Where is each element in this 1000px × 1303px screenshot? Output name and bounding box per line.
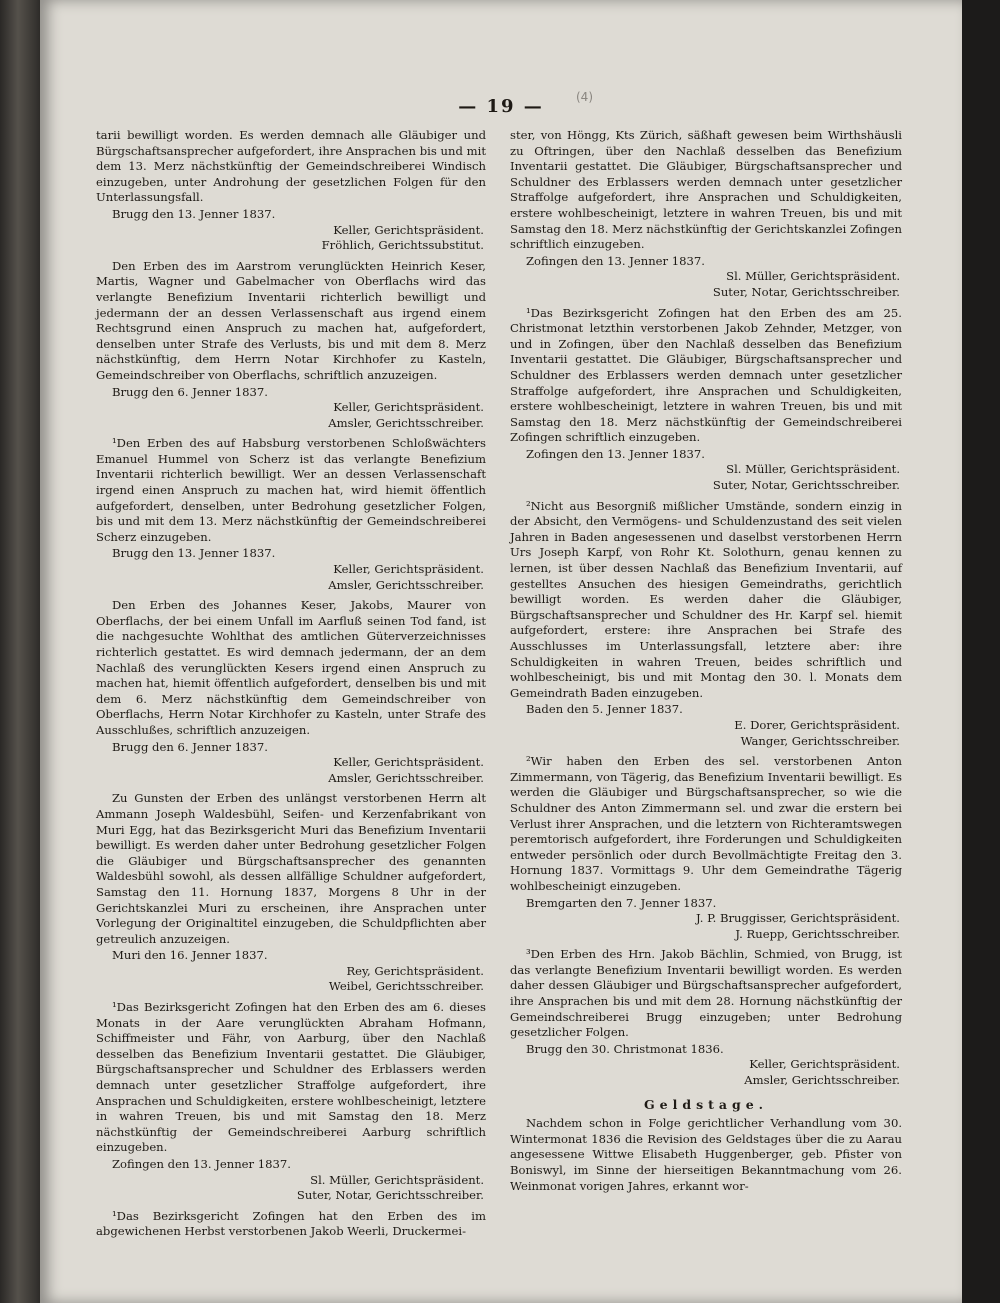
notice-entry [510, 306, 902, 494]
notice-text: ¹Das Bezirksgericht Zofingen hat den Erben des im abgewichenen Herbst verstorbenen Jakob Weerli, Druckermei- [96, 1208, 486, 1239]
notice-signature: E. Dorer, Gerichtspräsident. [734, 717, 900, 732]
section-text: Nachdem schon in Folge gerichtlicher Verhandlung vom 30. Wintermonat 1836 die Revision des Geldstages über die zu Aarau angesessene Wittwe Elisabeth Huggenberger, geb. Pfister von Boniswyl, im Sinne der hierseitigen Bekanntmachung vom 26. Weinmonat vorigen Jahres, erkannt wor- [510, 1116, 902, 1193]
notice-text: Den Erben des im Aarstrom verunglückten Heinrich Keser, Martis, Wagner und Gabelmacher von Oberflachs wird das verlangte Benefizium Inventarii richterlich bewilligt und jedermann der an dessen Verlassenschaft aus irgend einem Rechtsgrund einen Anspruch zu machen hat, aufgefordert, denselben unter Strafe des Verlusts, bis und mit dem 8. Merz nächstkünftig, dem Herrn Notar Kirchhofer zu Kasteln, Gemeindschreiber von Oberflachs, schriftlich anzuzeigen. [96, 258, 486, 382]
notice-text: tarii bewilligt worden. Es werden demnach alle Gläubiger und Bürgschaftsansprecher aufgefordert, ihre Ansprachen bis und mit dem 13. Merz nächstkünftig der Gemeindschreiberei Windisch einzugeben, unter Androhung der gesetzlichen Folgen für den Unterlassungsfall. [96, 128, 486, 205]
notice-dateline: Zofingen den 13. Jenner 1837. [526, 446, 705, 461]
notice-signature: Keller, Gerichtspräsident. [333, 755, 484, 770]
notice-dateline: Muri den 16. Jenner 1837. [112, 948, 268, 963]
notice-dateline: Zofingen den 13. Jenner 1837. [526, 253, 705, 268]
notice-text: Den Erben des Johannes Keser, Jakobs, Maurer von Oberflachs, der bei einem Unfall im Aarfluß seinen Tod fand, ist die nachgesuchte Wohlthat des amtlichen Güterverzeichnisses richterlich gestattet. Es wird demnach jedermann, der an dem Nachlaß des verunglückten Kesers irgend einen Anspruch zu machen hat, hiemit öffentlich aufgefordert, denselben bis und mit dem 6. Merz nächstkünftig dem Gemeindschreiber von Oberflachs, Herrn Notar Kirchhofer zu Kasteln, unter Strafe des Ausschlußes, schriftlich anzuzeigen. [96, 598, 486, 737]
notice-entry [510, 947, 902, 1088]
notice-signature: Weibel, Gerichtsschreiber. [328, 979, 484, 994]
notice-entry [96, 1209, 486, 1240]
notice-text: ²Nicht aus Besorgniß mißlicher Umstände, sondern einzig in der Absicht, den Vermögens- und Schuldenzustand des seit vielen Jahren in Baden angesessenen und daselbst verstorbenen Herrn Urs Joseph Karpf, von Rohr Kt. Solothurn, genau kennen zu lernen, ist über dessen Nachlaß das Benefizium Inventarii, auf gestelltes Ansuchen des hiesigen Gemeindraths, gerichtlich bewilligt worden. Es werden daher die Gläubiger, Bürgschaftsansprecher und Schuldner des Hr. Karpf sel. hiemit aufgefordert, erstere: ihre Ansprachen bei Strafe des Ausschlusses im Unterlassungsfall, letztere aber: ihre Schuldigkeiten in wahren Treuen, beides schriftlich und wohlbescheinigt, bis und mit Montag den 30. l. Monats dem Gemeindrath Baden einzugeben. [510, 498, 902, 700]
newspaper-page [40, 0, 962, 1303]
notice-signature: Keller, Gerichtspräsident. [749, 1057, 900, 1072]
notice-text: Zu Gunsten der Erben des unlängst verstorbenen Herrn alt Ammann Joseph Waldesbühl, Seifen- und Kerzenfabrikant von Muri Egg, hat das Bezirksgericht Muri das Benefizium Inventarii bewilligt. Es werden daher unter Bedrohung gesetzlicher Folgen die Gläubiger und Bürgschaftsansprecher des genannten Waldesbühl sowohl, als dessen allfällige Schuldner aufgefordert, Samstag den 11. Hornung 1837, Morgens 8 Uhr in der Gerichtskanzlei Muri zu erscheinen, ihre Ansprachen unter Vorlegung der Originaltitel einzugeben, die Schuldpflichten aber getreulich anzuzeigen. [96, 791, 486, 946]
notice-signature: Sl. Müller, Gerichtspräsident. [726, 269, 900, 284]
notice-entry [510, 754, 902, 942]
notice-signature: J. Ruepp, Gerichtsschreiber. [735, 926, 900, 941]
notice-dateline: Brugg den 6. Jenner 1837. [112, 739, 268, 754]
notice-signature: Suter, Notar, Gerichtsschreiber. [712, 478, 900, 493]
notice-signature: Suter, Notar, Gerichtsschreiber. [712, 284, 900, 299]
notice-signature: Keller, Gerichtspräsident. [333, 562, 484, 577]
notice-signature: Amsler, Gerichtsschreiber. [328, 577, 484, 592]
notice-text: ³Den Erben des Hrn. Jakob Bächlin, Schmied, von Brugg, ist das verlangte Benefizium Inventarii bewilligt worden. Es werden daher dessen Gläubiger und Bürgschaftsansprecher aufgefordert, ihre Ansprachen bis und mit dem 28. Hornung nächstkünftig der Gemeindschreiberei Brugg einzugeben; unter Bedrohung gesetzlicher Folgen. [510, 947, 902, 1040]
notice-signature: Rey, Gerichtspräsident. [346, 963, 484, 978]
notice-entry [510, 499, 902, 750]
page-edge-background [962, 0, 1000, 1303]
notice-dateline: Zofingen den 13. Jenner 1837. [112, 1157, 291, 1171]
section-title-geldstage: Geldstage. [643, 1096, 769, 1112]
notice-signature: Wanger, Gerichtsschreiber. [740, 733, 900, 748]
notice-dateline: Bremgarten den 7. Jenner 1837. [526, 895, 717, 910]
notice-signature: Amsler, Gerichtsschreiber. [328, 415, 484, 430]
notice-dateline: Baden den 5. Jenner 1837. [526, 702, 683, 717]
right-column [510, 128, 902, 1194]
pencil-annotation: (4) [576, 90, 593, 104]
notice-dateline: Brugg den 13. Jenner 1837. [112, 206, 276, 221]
right-entries [510, 128, 902, 1089]
notice-signature: Sl. Müller, Gerichtspräsident. [310, 1172, 484, 1187]
notice-signature: Sl. Müller, Gerichtspräsident. [726, 462, 900, 477]
notice-entry [96, 598, 486, 786]
notice-signature: Amsler, Gerichtsschreiber. [744, 1073, 900, 1088]
left-column [96, 128, 486, 1245]
notice-entry [96, 436, 486, 593]
page-number: — 19 — [458, 96, 544, 117]
notice-entry [96, 259, 486, 432]
notice-text: ²Wir haben den Erben des sel. verstorbenen Anton Zimmermann, von Tägerig, das Benefizium Inventarii bewilligt. Es werden die Gläubiger und Bürgschaftsansprecher, so wie die Schuldner des Anton Zimmermann sel. und zwar die erstern bei Verlust ihrer Ansprachen, und die letztern von Richteramtswegen peremtorisch aufgefordert, ihre Forderungen und Schuldigkeiten entweder persönlich oder durch Bevollmächtigte Freitag den 3. Hornung 1837. Vormittags 9. Uhr dem Gemeindrathe Tägerig wohlbescheinigt einzugeben. [510, 754, 902, 893]
notice-signature: Keller, Gerichtspräsident. [333, 222, 484, 237]
notice-text: ¹Das Bezirksgericht Zofingen hat den Erben des am 25. Christmonat letzthin verstorbenen Jakob Zehnder, Metzger, von und in Zofingen, über den Nachlaß desselben das Benefizium Inventarii gestattet. Die Gläubiger, Bürgschaftsansprecher und Schuldner des Erblassers werden demnach unter gesetzlicher Straffolge aufgefordert, ihre Ansprachen und Schuldigkeiten, erstere wohlbescheinigt, letztere in wahren Treuen, bis und mit Samstag den 18. Merz nächstkünftig der Gemeindschreiberei Zofingen schriftlich einzugeben. [510, 305, 902, 445]
notice-entry [510, 128, 902, 301]
notice-text: ster, von Höngg, Kts Zürich, säßhaft gewesen beim Wirthshäusli zu Oftringen, über den Nachlaß desselben das Benefizium Inventarii gestattet. Die Gläubiger, Bürgschaftsansprecher und Schuldner des Erblassers werden demnach unter gesetzlicher Straffolge aufgefordert, ihre Ansprachen und Schuldigkeiten, erstere wohlbescheinigt, letztere in wahren Treuen, bis und mit Samstag den 18. Merz nächstkünftig der Gerichtskanzlei Zofingen schriftlich einzugeben. [510, 128, 902, 252]
notice-signature: Fröhlich, Gerichtssubstitut. [321, 238, 484, 253]
notice-entry [96, 128, 486, 254]
notice-signature: J. P. Bruggisser, Gerichtspräsident. [696, 911, 900, 926]
notice-entry [96, 791, 486, 995]
notice-dateline: Brugg den 6. Jenner 1837. [112, 384, 268, 399]
notice-signature: Suter, Notar, Gerichtsschreiber. [296, 1188, 484, 1203]
notice-dateline: Brugg den 30. Christmonat 1836. [526, 1041, 724, 1056]
notice-signature: Amsler, Gerichtsschreiber. [328, 770, 484, 785]
notice-text: ¹Das Bezirksgericht Zofingen hat den Erben des am 6. dieses Monats in der Aare verunglückten Abraham Hofmann, Schiffmeister und Fähr, von Aarburg, über den Nachlaß desselben das Benefizium Inventarii gestattet. Die Gläubiger, Bürgschaftsansprecher und Schuldner des Erblassers werden demnach unter gesetzlicher Straffolge aufgefordert, ihre Ansprachen und Schuldigkeiten, erstere wohlbescheinigt, letztere in wahren Treuen, bis und mit Samstag den 18. Merz nächstkünftig der Gemeindschreiberei Aarburg schriftlich einzugeben. [96, 1000, 486, 1155]
notice-entry [96, 1000, 486, 1204]
notice-dateline: Brugg den 13. Jenner 1837. [112, 546, 276, 561]
notice-signature: Keller, Gerichtspräsident. [333, 400, 484, 415]
book-spine [0, 0, 40, 1303]
notice-text: ¹Den Erben des auf Habsburg verstorbenen Schloßwächters Emanuel Hummel von Scherz ist das verlangte Benefizium Inventarii richterlich bewilligt. Wer an dessen Verlassenschaft irgend einen Anspruch zu machen hat, wird hiemit öffentlich aufgefordert, denselben, unter Bedrohung gesetzlicher Folgen, bis und mit dem 13. Merz nächstkünftig der Gemeindschreiberei Scherz einzugeben. [96, 436, 486, 544]
